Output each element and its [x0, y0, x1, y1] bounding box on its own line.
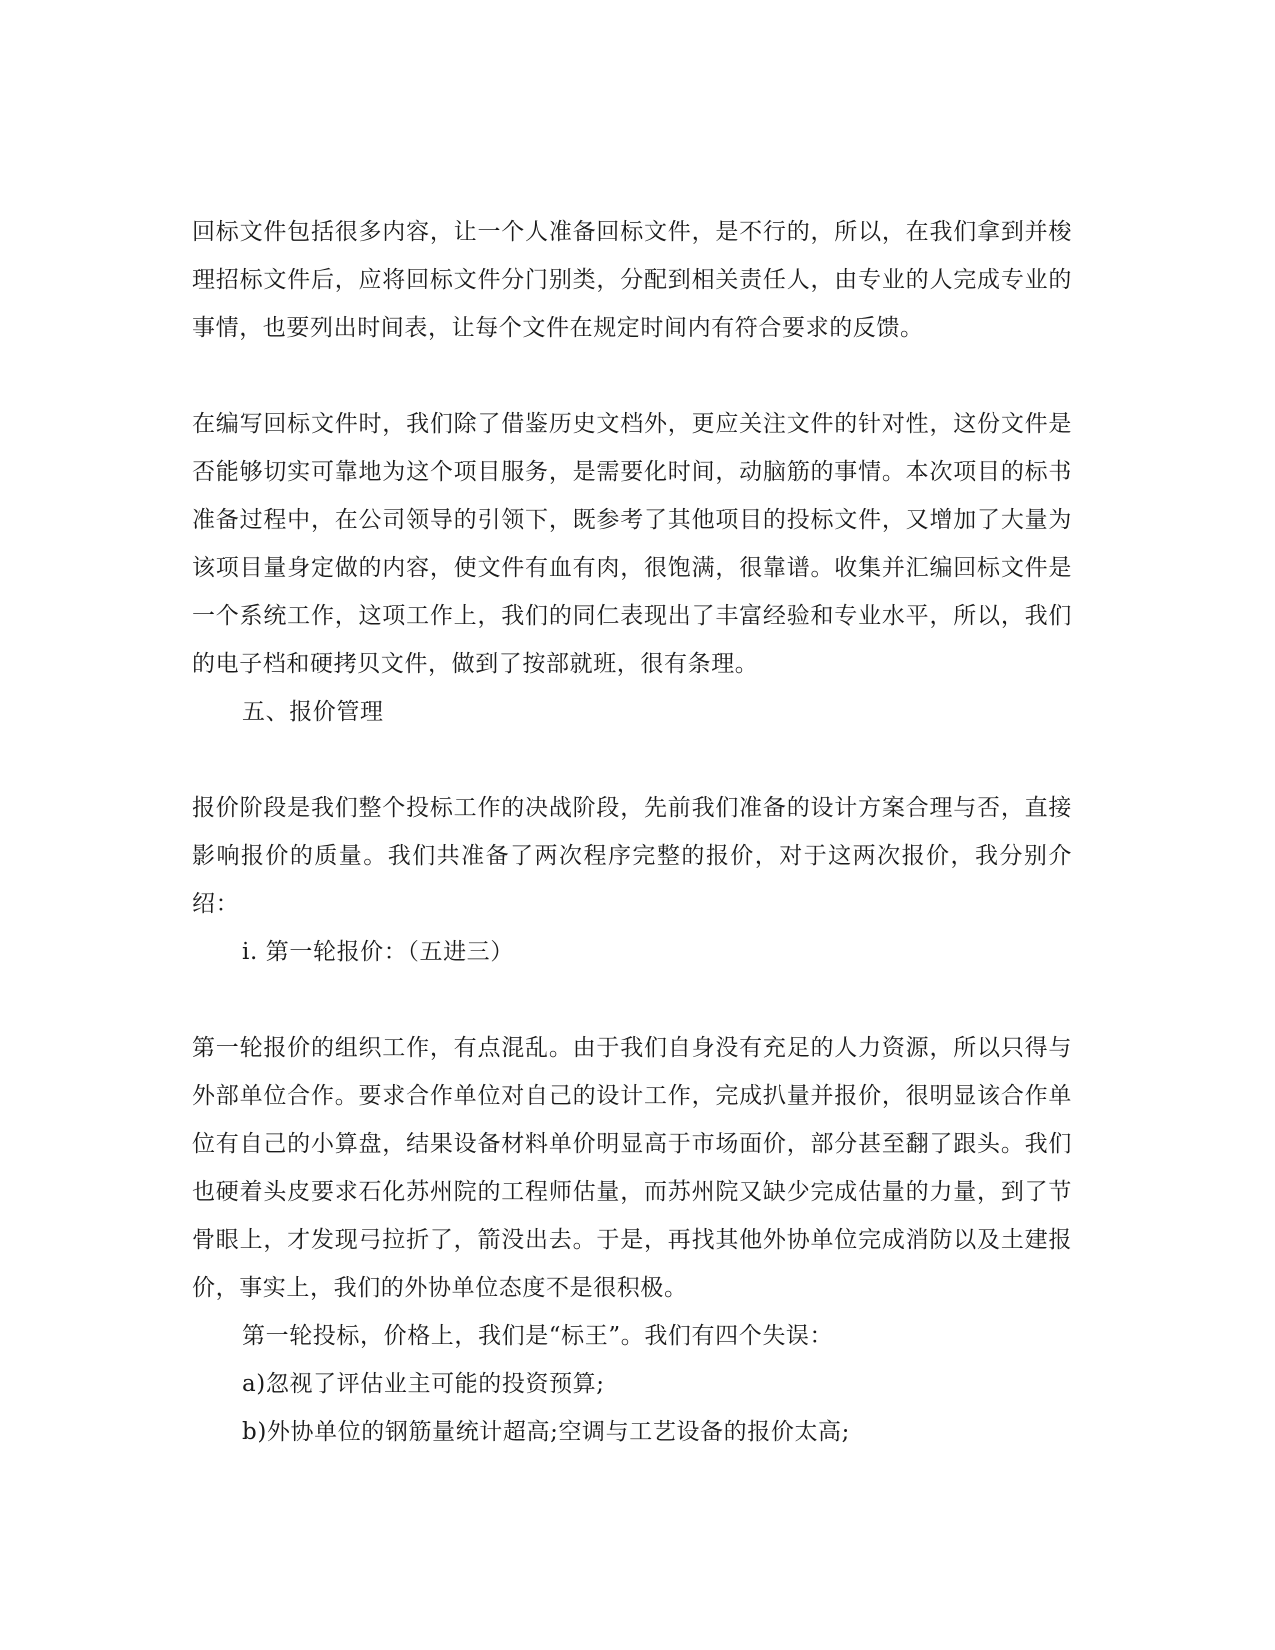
paragraph-bid-file-writing: 在编写回标文件时，我们除了借鉴历史文档外，更应关注文件的针对性，这份文件是否能够切实可靠地为这个项目服务，是需要化时间，动脑筋的事情。本次项目的标书准备过程中，在公司领导的引领下，既参考了其他项目的投标文件，又增加了大量为该项目量身定做的内容，使文件有血有肉，很饱满，很靠谱。收集并汇编回标文件是一个系统工作，这项工作上，我们的同仁表现出了丰富经验和专业水平，所以，我们的电子档和硬拷贝文件，做到了按部就班，很有条理。: [192, 411, 1072, 677]
paragraph-first-round-mistakes: 第一轮投标，价格上，我们是“标王”。我们有四个失误：: [242, 1323, 834, 1349]
document-body: [192, 208, 1072, 1456]
spacer: [192, 736, 1072, 784]
paragraph-bid-file-division: 回标文件包括很多内容，让一个人准备回标文件，是不行的，所以，在我们拿到并梭理招标文件后，应将回标文件分门别类，分配到相关责任人，由专业的人完成专业的事情，也要列出时间表，让每个文件在规定时间内有符合要求的反馈。: [192, 219, 1072, 341]
subheading-first-round-quote: i. 第一轮报价：（五进三）: [242, 939, 514, 965]
paragraph-first-round-organization: 第一轮报价的组织工作，有点混乱。由于我们自身没有充足的人力资源，所以只得与外部单位合作。要求合作单位对自己的设计工作，完成扒量并报价，很明显该合作单位有自己的小算盘，结果设备材料单价明显高于市场面价，部分甚至翻了跟头。我们也硬着头皮要求石化苏州院的工程师估量，而苏州院又缺少完成估量的力量，到了节骨眼上，才发现弓拉折了，箭没出去。于是，再找其他外协单位完成消防以及土建报价，事实上，我们的外协单位态度不是很积极。: [192, 1035, 1072, 1301]
paragraph-quote-stage: 报价阶段是我们整个投标工作的决战阶段，先前我们准备的设计方案合理与否，直接影响报价的质量。我们共准备了两次程序完整的报价，对于这两次报价，我分别介绍：: [192, 795, 1072, 917]
list-item-b: b)外协单位的钢筋量统计超高;空调与工艺设备的报价太高;: [242, 1419, 850, 1445]
spacer: [192, 976, 1072, 1024]
list-item-a: a)忽视了评估业主可能的投资预算;: [242, 1371, 605, 1397]
section-heading-quote-management: 五、报价管理: [242, 699, 384, 725]
